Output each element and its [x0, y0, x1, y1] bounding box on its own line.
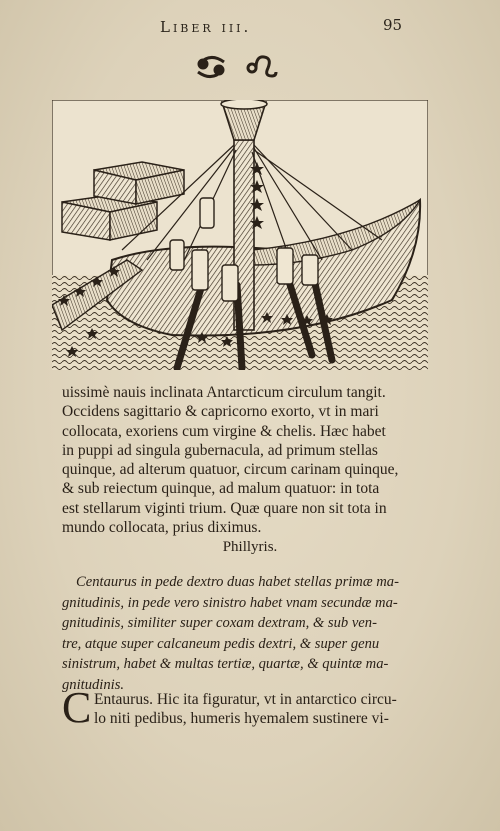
text-line: collocata, exoriens cum virgine & chelis. Hæc habet: [62, 422, 386, 440]
zodiac-symbols: [190, 54, 290, 80]
text-line: Centaurus in pede dextro duas habet stellas primæ ma-: [76, 574, 399, 590]
text-line: Entaurus. Hic ita figuratur, vt in antarctico circu-: [94, 691, 397, 708]
page-header: [0, 16, 500, 40]
text-line: est stellarum viginti trium. Quæ quare non sit tota in: [62, 499, 387, 517]
paragraph-ship-description: [62, 383, 412, 537]
cancer-icon: [198, 57, 224, 76]
ship-woodcut: [52, 100, 428, 370]
text-line: mundo collocata, prius diximus.: [62, 519, 262, 537]
text-line: gnitudinis, in pede vero sinistro habet vnam secundæ ma-: [62, 594, 398, 611]
text-line: tre, atque super calcaneum pedis dextri, & super genu: [62, 635, 380, 652]
page-number: 95: [383, 16, 403, 34]
leo-icon: [248, 57, 276, 76]
text-line: gnitudinis.: [62, 676, 125, 693]
running-title: Liber iii.: [160, 18, 252, 36]
section-heading: Phillyris.: [222, 539, 278, 555]
text-line: quinque, ad alterum quatuor, circum carinam quinque,: [62, 461, 399, 479]
text-line: gnitudinis, similiter super coxam dextram, & sub ven-: [62, 615, 377, 632]
text-line: Occidens sagittario & capricorno exorto, vt in mari: [62, 403, 379, 421]
text-line: sinistrum, habet & multas tertiæ, quartæ, & quintæ ma-: [62, 656, 389, 673]
paragraph-centaurus-italic: [62, 572, 422, 696]
text-line: in puppi ad singula gubernacula, ad primum stellas: [62, 441, 378, 459]
text-line: uissimè nauis inclinata Antarcticum circulum tangit.: [62, 384, 386, 401]
text-line: lo niti pedibus, humeris hyemalem sustinere vi-: [94, 710, 389, 727]
text-line: & sub reiectum quinque, ad malum quatuor: in tota: [62, 480, 380, 498]
drop-cap: C: [62, 683, 92, 732]
